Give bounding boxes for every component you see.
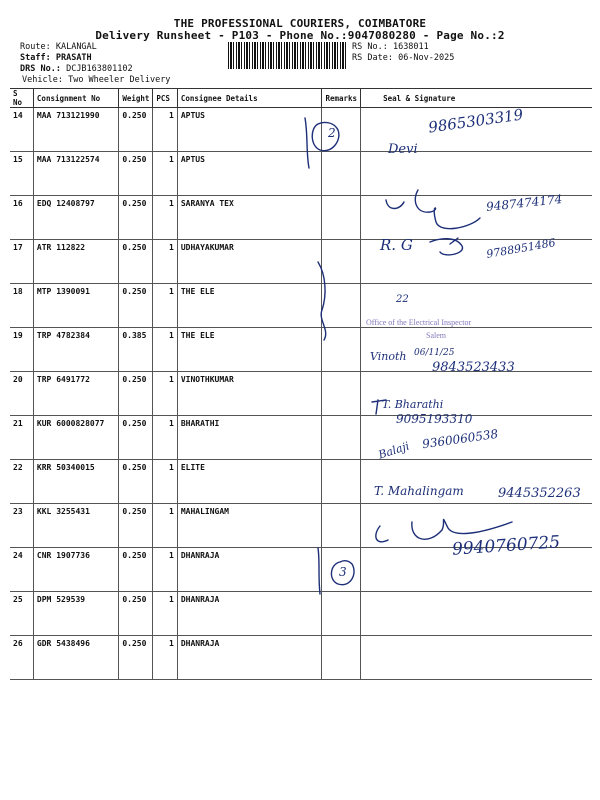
rs-no-line: RS No.: 1638011 (352, 42, 429, 52)
row-sno: 16 (10, 196, 33, 240)
remark-count-top: 2 (328, 126, 336, 140)
sig20-date: 06/11/25 (414, 348, 455, 358)
row-weight: 0.250 (119, 504, 153, 548)
row-consignee: APTUS (177, 152, 322, 196)
sig15-phone: 9865303319 (427, 105, 525, 137)
vehicle-value: Two Wheeler Delivery (68, 75, 171, 85)
row-pcs: 1 (153, 152, 177, 196)
row-consignee: UDHAYAKUMAR (177, 240, 322, 284)
sig20-name: Vinoth (370, 350, 407, 363)
office-stamp-line1: Office of the Electrical Inspector (366, 318, 472, 327)
row-consignment-no: CNR 1907736 (33, 548, 118, 592)
row-consignee: ELITE (177, 460, 322, 504)
rs-date-line: RS Date: 06-Nov-2025 (352, 53, 455, 63)
sig24-phone: 9940760725 (451, 532, 561, 560)
vehicle-line: Vehicle: Two Wheeler Delivery (22, 75, 171, 85)
row-consignee: DHANRAJA (177, 636, 322, 680)
sig20-phone: 9843523433 (432, 360, 515, 375)
row-pcs: 1 (153, 504, 177, 548)
sig21-name: T. Bharathi (382, 398, 444, 411)
row-consignee: SARANYA TEX (177, 196, 322, 240)
rs-no-value: 1638011 (392, 42, 429, 52)
route-value: KALANGAL (55, 42, 97, 52)
row-weight: 0.250 (119, 108, 153, 152)
row-sno: 17 (10, 240, 33, 284)
row-sno: 14 (10, 108, 33, 152)
row-consignee: THE ELE (177, 328, 322, 372)
sig22-phone: 9360060538 (421, 426, 499, 452)
row-pcs: 1 (153, 592, 177, 636)
remark-line-top (305, 118, 309, 168)
sig21-phone: 9095193310 (396, 412, 473, 426)
sig19-mark: 22 (396, 294, 409, 305)
sig16-scribble (386, 190, 480, 229)
row-sno: 26 (10, 636, 33, 680)
sig17-name: R. G (380, 236, 413, 254)
remark-line-bottom (318, 548, 320, 594)
route-line: Route: KALANGAL (20, 42, 97, 52)
drs-value: DCJB163801102 (66, 64, 133, 74)
row-pcs: 1 (153, 636, 177, 680)
sig17-scribble (430, 238, 462, 255)
row-pcs: 1 (153, 372, 177, 416)
row-sno: 25 (10, 592, 33, 636)
row-consignment-no: KRR 50340015 (33, 460, 118, 504)
row-consignment-no: KUR 6000828077 (33, 416, 118, 460)
row-pcs: 1 (153, 240, 177, 284)
col-consignee: Consignee Details (177, 89, 322, 108)
row-consignee: THE ELE (177, 284, 322, 328)
row-pcs: 1 (153, 328, 177, 372)
staff-value: PRASATH (55, 53, 92, 63)
row-weight: 0.250 (119, 240, 153, 284)
row-weight: 0.250 (119, 284, 153, 328)
remark-count-bottom: 3 (339, 565, 347, 579)
row-weight: 0.250 (119, 196, 153, 240)
row-pcs: 1 (153, 548, 177, 592)
col-seal: Seal & Signature (361, 89, 592, 108)
row-consignee: MAHALINGAM (177, 504, 322, 548)
row-weight: 0.250 (119, 372, 153, 416)
row-sno: 21 (10, 416, 33, 460)
sig17-phone: 9788951486 (485, 236, 557, 261)
col-sno: S No (10, 89, 33, 108)
col-consignment: Consignment No (33, 89, 118, 108)
row-consignment-no: MAA 713121990 (33, 108, 118, 152)
row-pcs: 1 (153, 284, 177, 328)
office-stamp-line2: Salem (426, 331, 446, 340)
row-sno: 23 (10, 504, 33, 548)
row-consignment-no: DPM 529539 (33, 592, 118, 636)
row-weight: 0.250 (119, 548, 153, 592)
row-pcs: 1 (153, 108, 177, 152)
row-sno: 24 (10, 548, 33, 592)
row-consignee: DHANRAJA (177, 592, 322, 636)
row-sno: 18 (10, 284, 33, 328)
row-pcs: 1 (153, 416, 177, 460)
row-pcs: 1 (153, 196, 177, 240)
sig23-name: T. Mahalingam (374, 484, 464, 498)
row-consignment-no: EDQ 12408797 (33, 196, 118, 240)
sig16-phone: 9487474174 (485, 192, 563, 214)
row-sno: 22 (10, 460, 33, 504)
row-weight: 0.385 (119, 328, 153, 372)
runsheet-subtitle: Delivery Runsheet - P103 - Phone No.:9047080280 - Page No.:2 (95, 29, 505, 42)
col-remarks: Remarks (322, 89, 361, 108)
row-weight: 0.250 (119, 636, 153, 680)
col-pcs: PCS (153, 89, 177, 108)
row-consignee: DHANRAJA (177, 548, 322, 592)
row-weight: 0.250 (119, 460, 153, 504)
row-sno: 19 (10, 328, 33, 372)
row-consignment-no: TRP 4782384 (33, 328, 118, 372)
row-consignment-no: ATR 112822 (33, 240, 118, 284)
row-pcs: 1 (153, 460, 177, 504)
sig23-phone: 9445352263 (498, 486, 581, 501)
row-consignment-no: MTP 1390091 (33, 284, 118, 328)
row-consignee: APTUS (177, 108, 322, 152)
row-sno: 20 (10, 372, 33, 416)
row-consignment-no: TRP 6491772 (33, 372, 118, 416)
sig15-name: Devi (388, 142, 418, 157)
staff-line: Staff: PRASATH (20, 53, 92, 63)
row-consignee: BHARATHI (177, 416, 322, 460)
col-weight: Weight (119, 89, 153, 108)
row-consignment-no: MAA 713122574 (33, 152, 118, 196)
rs-date-value: 06-Nov-2025 (398, 53, 455, 63)
row-consignment-no: GDR 5438496 (33, 636, 118, 680)
row-consignment-no: KKL 3255431 (33, 504, 118, 548)
sig22-name: Balaji (376, 439, 411, 462)
row-weight: 0.250 (119, 152, 153, 196)
row-sno: 15 (10, 152, 33, 196)
drs-line: DRS No.: DCJB163801102 (20, 64, 133, 74)
company-title: THE PROFESSIONAL COURIERS, COIMBATORE (173, 17, 427, 30)
remark-bracket-mid (318, 262, 326, 340)
row-consignee: VINOTHKUMAR (177, 372, 322, 416)
row-weight: 0.250 (119, 592, 153, 636)
row-weight: 0.250 (119, 416, 153, 460)
